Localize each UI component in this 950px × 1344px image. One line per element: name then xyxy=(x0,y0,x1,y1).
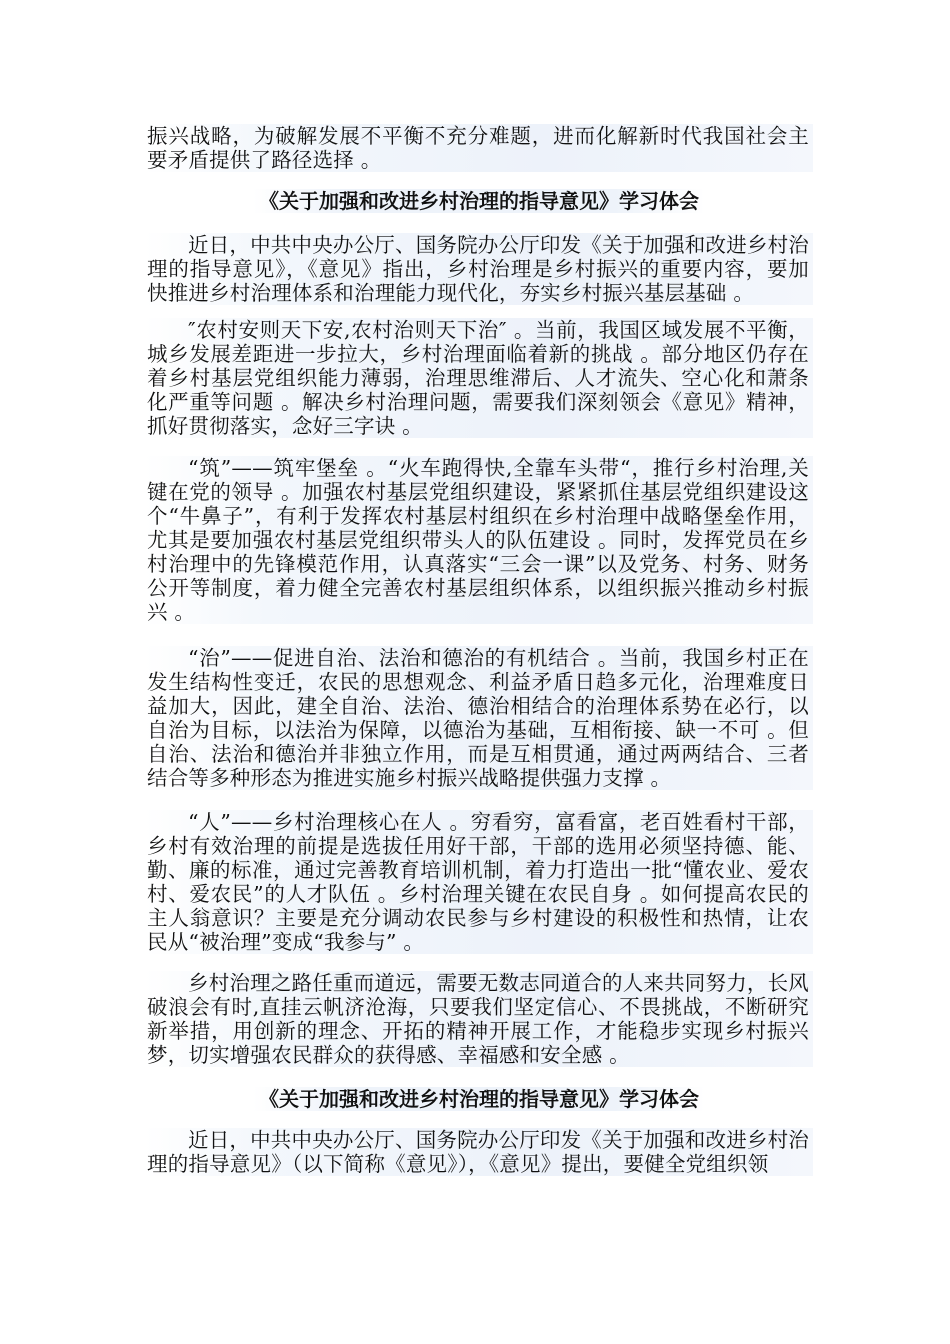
section-body xyxy=(145,233,813,305)
section-body xyxy=(145,971,813,1067)
section-body xyxy=(145,456,813,624)
section-title xyxy=(145,188,813,214)
section-title xyxy=(145,1086,813,1112)
intro-block xyxy=(145,124,813,172)
intro-paragraph: 振兴战略，为破解发展不平衡不充分难题，进而化解新时代我国社会主要矛盾提供了路径选择 。 xyxy=(145,124,813,172)
section-body xyxy=(145,810,813,954)
section-body xyxy=(145,318,813,438)
body-paragraph: “治”——促进自治、法治和德治的有机结合 。当前，我国乡村正在发生结构性变迁，农民的思想观念、利益矛盾日趋多元化，治理难度日益加大，因此，建全自治、法治、德治相结合的治理体系势在必行，以自治为目标，以法治为保障，以德治为基础，互相衔接、缺一不可 。但自治、法治和德治并非独立作用，而是互相贯通，通过两两结合、三者结合等多种形态为推进实施乡村振兴战略提供强力支撑 。 xyxy=(145,646,813,790)
body-paragraph: “人”——乡村治理核心在人 。穷看穷，富看富，老百姓看村干部，乡村有效治理的前提是选拔任用好干部，干部的选用必须坚持德、能、勤、廉的标准，通过完善教育培训机制，着力打造出一批“懂农业、爱农村、爱农民”的人才队伍 。乡村治理关键在农民自身 。如何提高农民的主人翁意识？主要是充分调动农民参与乡村建设的积极性和热情，让农民从“被治理”变成“我参与” 。 xyxy=(145,810,813,954)
body-paragraph: 近日，中共中央办公厅、国务院办公厅印发《关于加强和改进乡村治理的指导意见》（以下简称《意见》），《意见》提出，要健全党组织领 xyxy=(145,1128,813,1176)
section-body xyxy=(145,646,813,790)
section-title-text: 《关于加强和改进乡村治理的指导意见》学习体会 xyxy=(253,189,705,213)
section-title-text: 《关于加强和改进乡村治理的指导意见》学习体会 xyxy=(253,1087,705,1111)
body-paragraph: 近日，中共中央办公厅、国务院办公厅印发《关于加强和改进乡村治理的指导意见》，《意见》指出，乡村治理是乡村振兴的重要内容，要加快推进乡村治理体系和治理能力现代化，夯实乡村振兴基层基础 。 xyxy=(145,233,813,305)
body-paragraph: 乡村治理之路任重而道远，需要无数志同道合的人来共同努力，长风破浪会有时,直挂云帆济沧海，只要我们坚定信心、不畏挑战，不断研究新举措，用创新的理念、开拓的精神开展工作，才能稳步实现乡村振兴梦，切实增强农民群众的获得感、幸福感和安全感 。 xyxy=(145,971,813,1067)
section-body xyxy=(145,1128,813,1176)
body-paragraph: ″农村安则天下安,农村治则天下治″ 。当前，我国区域发展不平衡，城乡发展差距进一步拉大，乡村治理面临着新的挑战 。部分地区仍存在着乡村基层党组织能力薄弱，治理思维滞后、人才流失、空心化和萧条化严重等问题 。解决乡村治理问题，需要我们深刻领会《意见》精神，抓好贯彻落实，念好三字诀 。 xyxy=(145,318,813,438)
body-paragraph: “筑”——筑牢堡垒 。“火车跑得快,全靠车头带“，推行乡村治理,关键在党的领导 。加强农村基层党组织建设，紧紧抓住基层党组织建设这个“牛鼻子”，有利于发挥农村基层村组织在乡村治理中战略堡垒作用，尤其是要加强农村基层党组织带头人的队伍建设 。同时，发挥党员在乡村治理中的先锋模范作用，认真落实“三会一课”以及党务、村务、财务公开等制度，着力健全完善农村基层组织体系，以组织振兴推动乡村振兴 。 xyxy=(145,456,813,624)
